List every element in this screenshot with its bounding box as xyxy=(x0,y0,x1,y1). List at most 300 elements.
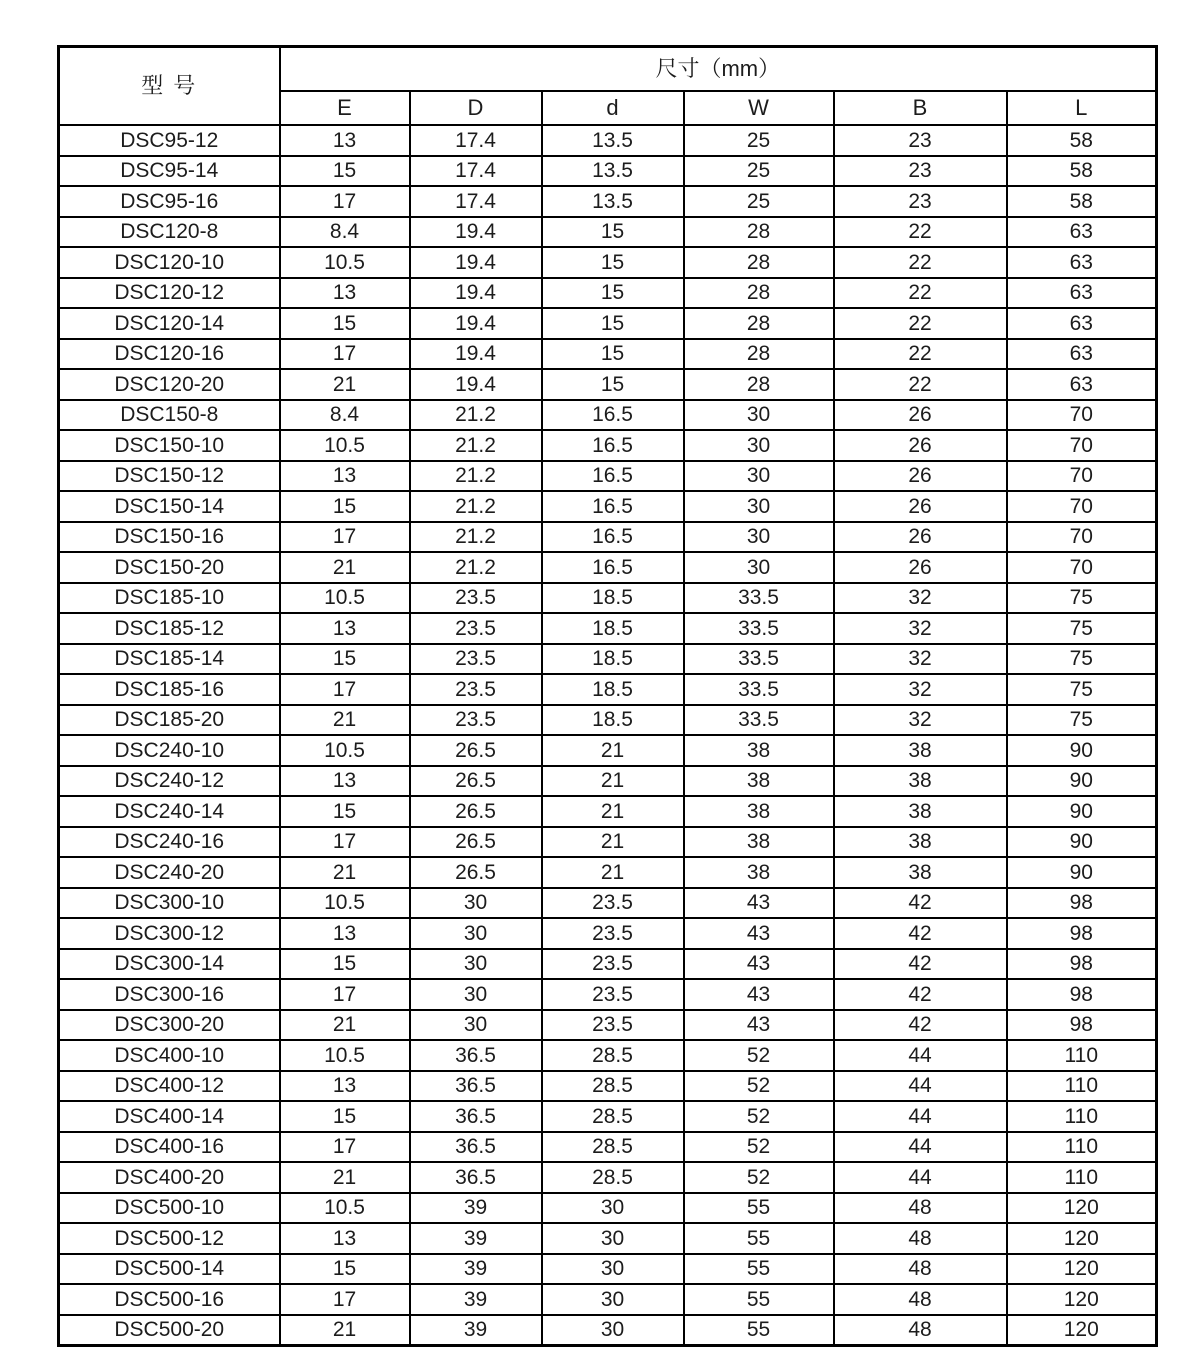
table-row xyxy=(59,1284,1157,1315)
dimension-cell: 19.4 xyxy=(410,278,542,309)
table-row xyxy=(59,1193,1157,1224)
dimension-cell: 30 xyxy=(410,918,542,949)
dimension-cell: 75 xyxy=(1007,674,1157,705)
dimension-cell: 38 xyxy=(834,796,1007,827)
dimension-cell: 23.5 xyxy=(410,674,542,705)
dimension-cell: 36.5 xyxy=(410,1101,542,1132)
dimension-cell: 21 xyxy=(280,1315,410,1346)
dimension-cell: 23 xyxy=(834,156,1007,187)
dimension-cell: 21 xyxy=(280,1010,410,1041)
dimension-cell: 30 xyxy=(542,1223,684,1254)
dimension-cell: 10.5 xyxy=(280,247,410,278)
dimension-cell: 30 xyxy=(542,1284,684,1315)
dimension-cell: 48 xyxy=(834,1284,1007,1315)
dimension-cell: 21 xyxy=(542,796,684,827)
dimension-cell: 52 xyxy=(684,1101,834,1132)
dimension-cell: 28.5 xyxy=(542,1101,684,1132)
table-row xyxy=(59,766,1157,797)
dimension-cell: 33.5 xyxy=(684,674,834,705)
dimension-cell: 36.5 xyxy=(410,1132,542,1163)
dimension-cell: 48 xyxy=(834,1223,1007,1254)
table-row xyxy=(59,705,1157,736)
dimension-cell: 10.5 xyxy=(280,583,410,614)
dimension-cell: 110 xyxy=(1007,1040,1157,1071)
dimension-column-header: D xyxy=(410,91,542,125)
dimension-cell: 70 xyxy=(1007,552,1157,583)
dimension-cell: 17 xyxy=(280,1132,410,1163)
dimension-cell: 90 xyxy=(1007,796,1157,827)
dimension-cell: 42 xyxy=(834,1010,1007,1041)
dimension-cell: 23.5 xyxy=(410,705,542,736)
model-cell: DSC240-20 xyxy=(59,857,280,888)
dimension-cell: 55 xyxy=(684,1315,834,1346)
dimension-cell: 26.5 xyxy=(410,827,542,858)
dimension-cell: 63 xyxy=(1007,278,1157,309)
table-row xyxy=(59,400,1157,431)
dimension-cell: 43 xyxy=(684,888,834,919)
dimension-cell: 16.5 xyxy=(542,430,684,461)
model-cell: DSC150-8 xyxy=(59,400,280,431)
dimension-cell: 90 xyxy=(1007,857,1157,888)
model-cell: DSC185-16 xyxy=(59,674,280,705)
dimension-cell: 43 xyxy=(684,1010,834,1041)
dimension-cell: 17 xyxy=(280,979,410,1010)
dimension-cell: 15 xyxy=(542,217,684,248)
dimension-cell: 42 xyxy=(834,918,1007,949)
dimension-cell: 16.5 xyxy=(542,400,684,431)
model-cell: DSC150-12 xyxy=(59,461,280,492)
dimension-cell: 21 xyxy=(542,827,684,858)
dimension-cell: 70 xyxy=(1007,461,1157,492)
dimension-cell: 38 xyxy=(684,857,834,888)
dimension-cell: 38 xyxy=(684,827,834,858)
dimension-cell: 19.4 xyxy=(410,247,542,278)
dimension-cell: 25 xyxy=(684,186,834,217)
dimension-cell: 23.5 xyxy=(410,583,542,614)
dimension-cell: 44 xyxy=(834,1132,1007,1163)
dimension-cell: 36.5 xyxy=(410,1071,542,1102)
table-row xyxy=(59,1162,1157,1193)
dimension-cell: 21 xyxy=(280,1162,410,1193)
dimension-cell: 28 xyxy=(684,339,834,370)
table-row xyxy=(59,1071,1157,1102)
dimension-cell: 30 xyxy=(542,1254,684,1285)
table-row xyxy=(59,1010,1157,1041)
table-row xyxy=(59,461,1157,492)
table-row xyxy=(59,979,1157,1010)
dimension-cell: 22 xyxy=(834,339,1007,370)
dimension-cell: 18.5 xyxy=(542,613,684,644)
dimension-cell: 10.5 xyxy=(280,1040,410,1071)
dimension-cell: 36.5 xyxy=(410,1162,542,1193)
dimension-cell: 15 xyxy=(280,949,410,980)
dimension-cell: 110 xyxy=(1007,1071,1157,1102)
dimension-cell: 55 xyxy=(684,1284,834,1315)
dimension-cell: 120 xyxy=(1007,1315,1157,1346)
dimension-cell: 28 xyxy=(684,217,834,248)
dimension-cell: 98 xyxy=(1007,918,1157,949)
dimension-cell: 26 xyxy=(834,400,1007,431)
dimension-cell: 98 xyxy=(1007,888,1157,919)
dimension-cell: 15 xyxy=(280,644,410,675)
dimension-cell: 63 xyxy=(1007,308,1157,339)
model-cell: DSC95-16 xyxy=(59,186,280,217)
dimension-cell: 23.5 xyxy=(542,1010,684,1041)
model-cell: DSC300-12 xyxy=(59,918,280,949)
table-row xyxy=(59,1315,1157,1346)
table-row xyxy=(59,827,1157,858)
model-cell: DSC150-10 xyxy=(59,430,280,461)
dimension-cell: 26.5 xyxy=(410,735,542,766)
dimension-cell: 16.5 xyxy=(542,522,684,553)
model-cell: DSC400-12 xyxy=(59,1071,280,1102)
dimension-cell: 21.2 xyxy=(410,400,542,431)
dimension-cell: 120 xyxy=(1007,1223,1157,1254)
dimension-cell: 22 xyxy=(834,217,1007,248)
model-cell: DSC500-10 xyxy=(59,1193,280,1224)
dimension-cell: 17.4 xyxy=(410,125,542,156)
model-cell: DSC120-14 xyxy=(59,308,280,339)
dimension-cell: 23.5 xyxy=(410,644,542,675)
model-cell: DSC240-12 xyxy=(59,766,280,797)
dimension-cell: 43 xyxy=(684,949,834,980)
model-cell: DSC95-12 xyxy=(59,125,280,156)
dimension-cell: 16.5 xyxy=(542,461,684,492)
dimension-cell: 48 xyxy=(834,1315,1007,1346)
dimension-cell: 44 xyxy=(834,1040,1007,1071)
dimension-cell: 70 xyxy=(1007,491,1157,522)
dimension-cell: 15 xyxy=(280,308,410,339)
dimension-cell: 17 xyxy=(280,674,410,705)
dimension-cell: 26.5 xyxy=(410,796,542,827)
dimension-cell: 55 xyxy=(684,1193,834,1224)
dimension-cell: 16.5 xyxy=(542,552,684,583)
dimension-spec-table xyxy=(57,45,1158,1347)
dimension-cell: 39 xyxy=(410,1193,542,1224)
dimension-cell: 13 xyxy=(280,918,410,949)
dimension-cell: 18.5 xyxy=(542,705,684,736)
dimension-cell: 23 xyxy=(834,125,1007,156)
dimension-cell: 52 xyxy=(684,1162,834,1193)
dimension-cell: 30 xyxy=(684,552,834,583)
dimension-cell: 17 xyxy=(280,522,410,553)
dimension-cell: 10.5 xyxy=(280,888,410,919)
dimension-cell: 38 xyxy=(684,735,834,766)
dimension-cell: 39 xyxy=(410,1254,542,1285)
dimension-cell: 23.5 xyxy=(542,949,684,980)
dimension-cell: 75 xyxy=(1007,613,1157,644)
model-cell: DSC500-14 xyxy=(59,1254,280,1285)
model-cell: DSC185-12 xyxy=(59,613,280,644)
dimension-cell: 17.4 xyxy=(410,186,542,217)
table-row xyxy=(59,1254,1157,1285)
dimension-cell: 17 xyxy=(280,827,410,858)
dimension-cell: 110 xyxy=(1007,1132,1157,1163)
dimension-cell: 28 xyxy=(684,308,834,339)
dimension-cell: 70 xyxy=(1007,522,1157,553)
dimension-cell: 75 xyxy=(1007,705,1157,736)
model-cell: DSC120-12 xyxy=(59,278,280,309)
model-cell: DSC500-20 xyxy=(59,1315,280,1346)
dimension-cell: 26.5 xyxy=(410,857,542,888)
dimension-cell: 22 xyxy=(834,247,1007,278)
table-row xyxy=(59,491,1157,522)
dimension-cell: 30 xyxy=(410,1010,542,1041)
dimension-cell: 26 xyxy=(834,430,1007,461)
dimension-cell: 70 xyxy=(1007,430,1157,461)
dimension-cell: 42 xyxy=(834,979,1007,1010)
dimension-cell: 22 xyxy=(834,369,1007,400)
dimension-cell: 30 xyxy=(410,979,542,1010)
dimension-cell: 39 xyxy=(410,1223,542,1254)
dimension-cell: 15 xyxy=(280,1101,410,1132)
dimension-cell: 75 xyxy=(1007,583,1157,614)
dimension-cell: 43 xyxy=(684,918,834,949)
table-row xyxy=(59,156,1157,187)
dimension-cell: 22 xyxy=(834,308,1007,339)
model-cell: DSC185-14 xyxy=(59,644,280,675)
dimension-cell: 19.4 xyxy=(410,369,542,400)
dimension-cell: 15 xyxy=(280,796,410,827)
dimension-cell: 16.5 xyxy=(542,491,684,522)
dimension-cell: 44 xyxy=(834,1162,1007,1193)
dimension-cell: 39 xyxy=(410,1284,542,1315)
table-row xyxy=(59,430,1157,461)
dimension-cell: 30 xyxy=(684,400,834,431)
model-cell: DSC300-20 xyxy=(59,1010,280,1041)
dimension-cell: 52 xyxy=(684,1071,834,1102)
dimension-cell: 38 xyxy=(834,766,1007,797)
model-cell: DSC240-14 xyxy=(59,796,280,827)
dimension-cell: 13.5 xyxy=(542,156,684,187)
dimension-cell: 18.5 xyxy=(542,644,684,675)
dimension-cell: 13 xyxy=(280,1071,410,1102)
table-row xyxy=(59,1223,1157,1254)
table-row xyxy=(59,522,1157,553)
model-cell: DSC120-10 xyxy=(59,247,280,278)
dimension-cell: 15 xyxy=(542,278,684,309)
dimension-cell: 48 xyxy=(834,1193,1007,1224)
dimension-cell: 120 xyxy=(1007,1284,1157,1315)
dimension-column-header: L xyxy=(1007,91,1157,125)
model-cell: DSC300-16 xyxy=(59,979,280,1010)
dimension-cell: 110 xyxy=(1007,1101,1157,1132)
dimension-cell: 26.5 xyxy=(410,766,542,797)
model-cell: DSC120-20 xyxy=(59,369,280,400)
table-row xyxy=(59,857,1157,888)
dimension-cell: 63 xyxy=(1007,217,1157,248)
header-row-group xyxy=(59,47,1157,92)
dimension-cell: 30 xyxy=(684,430,834,461)
dimension-cell: 15 xyxy=(542,247,684,278)
model-cell: DSC400-20 xyxy=(59,1162,280,1193)
dimension-cell: 21 xyxy=(280,705,410,736)
table-body xyxy=(59,125,1157,1346)
dimension-cell: 28 xyxy=(684,247,834,278)
dimension-cell: 32 xyxy=(834,644,1007,675)
dimension-cell: 21.2 xyxy=(410,552,542,583)
dimension-cell: 23.5 xyxy=(542,979,684,1010)
table-row xyxy=(59,796,1157,827)
dimension-cell: 17 xyxy=(280,186,410,217)
table-row xyxy=(59,186,1157,217)
table-row xyxy=(59,1040,1157,1071)
dimension-cell: 42 xyxy=(834,949,1007,980)
dimension-cell: 19.4 xyxy=(410,217,542,248)
dimension-cell: 44 xyxy=(834,1071,1007,1102)
dimension-cell: 21 xyxy=(542,766,684,797)
table-row xyxy=(59,1132,1157,1163)
dimension-cell: 43 xyxy=(684,979,834,1010)
dimension-cell: 38 xyxy=(834,827,1007,858)
dimension-cell: 25 xyxy=(684,156,834,187)
table-row xyxy=(59,125,1157,156)
dimension-cell: 33.5 xyxy=(684,705,834,736)
dimension-cell: 33.5 xyxy=(684,583,834,614)
dimension-cell: 21.2 xyxy=(410,430,542,461)
model-cell: DSC400-10 xyxy=(59,1040,280,1071)
dimension-cell: 32 xyxy=(834,705,1007,736)
table-row xyxy=(59,583,1157,614)
dimension-cell: 21.2 xyxy=(410,491,542,522)
dimension-cell: 28.5 xyxy=(542,1071,684,1102)
model-cell: DSC400-16 xyxy=(59,1132,280,1163)
dimension-cell: 30 xyxy=(542,1315,684,1346)
dimension-cell: 33.5 xyxy=(684,613,834,644)
dimension-cell: 58 xyxy=(1007,125,1157,156)
dimension-cell: 55 xyxy=(684,1223,834,1254)
dimension-cell: 28.5 xyxy=(542,1040,684,1071)
dimension-cell: 26 xyxy=(834,491,1007,522)
dimension-cell: 32 xyxy=(834,674,1007,705)
dimension-cell: 38 xyxy=(684,796,834,827)
dimension-cell: 52 xyxy=(684,1132,834,1163)
dimension-cell: 110 xyxy=(1007,1162,1157,1193)
dimensions-group-header: 尺寸（mm） xyxy=(280,47,1157,92)
dimension-cell: 17 xyxy=(280,339,410,370)
dimension-cell: 32 xyxy=(834,613,1007,644)
dimension-cell: 30 xyxy=(410,949,542,980)
dimension-cell: 90 xyxy=(1007,827,1157,858)
dimension-cell: 28.5 xyxy=(542,1132,684,1163)
dimension-cell: 17 xyxy=(280,1284,410,1315)
dimension-cell: 36.5 xyxy=(410,1040,542,1071)
dimension-cell: 30 xyxy=(684,461,834,492)
dimension-cell: 28.5 xyxy=(542,1162,684,1193)
dimension-cell: 19.4 xyxy=(410,308,542,339)
model-cell: DSC185-20 xyxy=(59,705,280,736)
table-row xyxy=(59,918,1157,949)
dimension-cell: 30 xyxy=(410,888,542,919)
dimension-cell: 23.5 xyxy=(542,918,684,949)
dimension-cell: 22 xyxy=(834,278,1007,309)
dimension-cell: 30 xyxy=(684,522,834,553)
table-row xyxy=(59,674,1157,705)
dimension-cell: 8.4 xyxy=(280,400,410,431)
dimension-cell: 32 xyxy=(834,583,1007,614)
dimension-cell: 19.4 xyxy=(410,339,542,370)
dimension-cell: 30 xyxy=(684,491,834,522)
dimension-cell: 38 xyxy=(684,766,834,797)
dimension-cell: 90 xyxy=(1007,766,1157,797)
model-cell: DSC240-10 xyxy=(59,735,280,766)
dimension-cell: 26 xyxy=(834,461,1007,492)
dimension-cell: 28 xyxy=(684,278,834,309)
model-cell: DSC120-16 xyxy=(59,339,280,370)
dimension-cell: 15 xyxy=(542,369,684,400)
model-cell: DSC95-14 xyxy=(59,156,280,187)
dimension-cell: 15 xyxy=(542,339,684,370)
dimension-cell: 13 xyxy=(280,125,410,156)
dimension-cell: 10.5 xyxy=(280,1193,410,1224)
table-row xyxy=(59,613,1157,644)
dimension-cell: 39 xyxy=(410,1315,542,1346)
dimension-cell: 70 xyxy=(1007,400,1157,431)
dimension-cell: 26 xyxy=(834,552,1007,583)
dimension-cell: 17.4 xyxy=(410,156,542,187)
model-cell: DSC150-16 xyxy=(59,522,280,553)
dimension-column-header: E xyxy=(280,91,410,125)
dimension-cell: 28 xyxy=(684,369,834,400)
dimension-cell: 21 xyxy=(542,735,684,766)
table-row xyxy=(59,308,1157,339)
model-cell: DSC240-16 xyxy=(59,827,280,858)
model-cell: DSC400-14 xyxy=(59,1101,280,1132)
table-row xyxy=(59,247,1157,278)
dimension-cell: 21 xyxy=(280,552,410,583)
dimension-column-header: B xyxy=(834,91,1007,125)
dimension-cell: 58 xyxy=(1007,156,1157,187)
dimension-cell: 23.5 xyxy=(410,613,542,644)
table-row xyxy=(59,552,1157,583)
dimension-cell: 38 xyxy=(834,857,1007,888)
dimension-cell: 48 xyxy=(834,1254,1007,1285)
dimension-cell: 26 xyxy=(834,522,1007,553)
dimension-cell: 25 xyxy=(684,125,834,156)
table-row xyxy=(59,217,1157,248)
dimension-cell: 15 xyxy=(280,491,410,522)
dimension-cell: 55 xyxy=(684,1254,834,1285)
dimension-cell: 13 xyxy=(280,613,410,644)
table-row xyxy=(59,339,1157,370)
dimension-cell: 98 xyxy=(1007,949,1157,980)
dimension-cell: 90 xyxy=(1007,735,1157,766)
table-row xyxy=(59,1101,1157,1132)
model-cell: DSC300-10 xyxy=(59,888,280,919)
dimension-cell: 13 xyxy=(280,461,410,492)
dimension-cell: 52 xyxy=(684,1040,834,1071)
dimension-cell: 15 xyxy=(542,308,684,339)
dimension-cell: 18.5 xyxy=(542,674,684,705)
model-cell: DSC120-8 xyxy=(59,217,280,248)
dimension-cell: 21 xyxy=(280,369,410,400)
dimension-cell: 63 xyxy=(1007,247,1157,278)
dimension-cell: 42 xyxy=(834,888,1007,919)
dimension-cell: 21 xyxy=(542,857,684,888)
dimension-cell: 21.2 xyxy=(410,461,542,492)
dimension-column-header: W xyxy=(684,91,834,125)
model-cell: DSC150-20 xyxy=(59,552,280,583)
model-cell: DSC500-12 xyxy=(59,1223,280,1254)
model-cell: DSC185-10 xyxy=(59,583,280,614)
table-row xyxy=(59,949,1157,980)
dimension-column-header: d xyxy=(542,91,684,125)
dimension-cell: 44 xyxy=(834,1101,1007,1132)
dimension-cell: 58 xyxy=(1007,186,1157,217)
dimension-cell: 30 xyxy=(542,1193,684,1224)
dimension-cell: 10.5 xyxy=(280,430,410,461)
dimension-cell: 63 xyxy=(1007,339,1157,370)
